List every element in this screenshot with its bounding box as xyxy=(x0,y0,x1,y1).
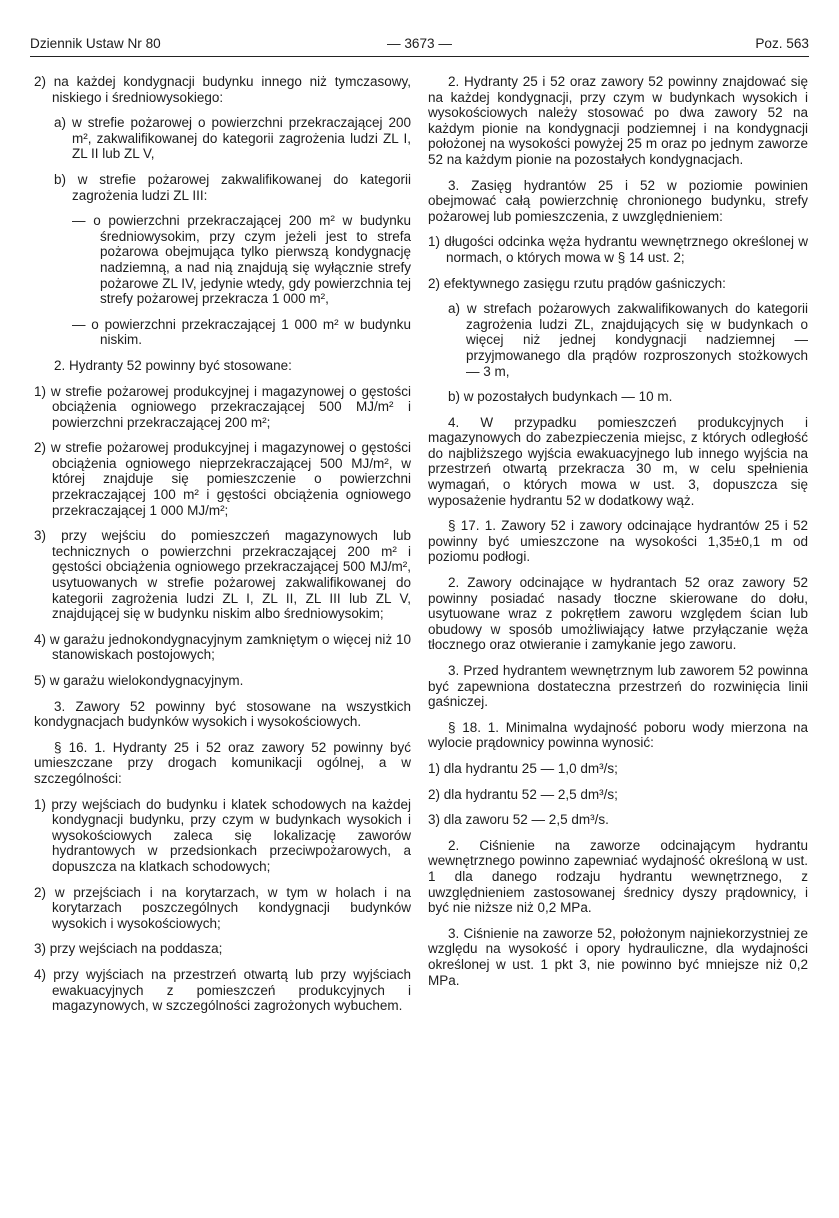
left-column-paragraph: — o powierzchni przekraczającej 1 000 m² w budynku niskim. xyxy=(72,316,411,348)
left-column-paragraph: 4) w garażu jednokondygnacyjnym zamkniętym o więcej niż 10 stanowiskach postojowych; xyxy=(34,631,411,663)
left-column-paragraph: 4) przy wyjściach na przestrzeń otwartą lub przy wyjściach ewakuacyjnych z pomieszczeń produkcyjnych i magazynowych, w szczególności zagrożonych wybuchem. xyxy=(34,966,411,1014)
left-column-paragraph: 3) przy wejściach na poddasza; xyxy=(34,941,223,957)
right-column-paragraph: 3. Ciśnienie na zaworze 52, położonym najniekorzystniej ze względu na wysokość i opory hydrauliczne, dla wydajności określonej w ust. 1 pkt 3, nie powinno być mniejsze niż 0,2 MPa. xyxy=(428,925,808,988)
right-column-paragraph: § 17. 1. Zawory 52 i zawory odcinające hydrantów 25 i 52 powinny być umieszczone na wysokości 1,35±0,1 m od poziomu podłogi. xyxy=(428,518,808,565)
right-column-paragraph: 3) dla zaworu 52 — 2,5 dm³/s. xyxy=(428,812,609,828)
right-column-paragraph: § 18. 1. Minimalna wydajność poboru wody mierzona na wylocie prądownicy powinna wynosić: xyxy=(428,719,808,751)
right-column-paragraph: 1) długości odcinka węża hydrantu wewnętrznego określonej w normach, o których mowa w § 14 ust. 2; xyxy=(428,234,808,265)
journal-title: Dziennik Ustaw Nr 80 xyxy=(30,36,161,51)
left-column-paragraph: 5) w garażu wielokondygnacyjnym. xyxy=(34,673,244,688)
left-column-paragraph: 3. Zawory 52 powinny być stosowane na wszystkich kondygnacjach budynków wysokich i wysokościowych. xyxy=(34,698,411,730)
left-column-paragraph: 1) przy wejściach do budynku i klatek schodowych na każdej kondygnacji budynku, przy czym w budynkach wysokich i wysokościowych zaleca się lokalizację zaworów hydrantowych w przedsionkach przeciwpożarowych, a dopuszcza na klatkach schodowych; xyxy=(34,796,411,874)
right-column-paragraph: 2. Ciśnienie na zaworze odcinającym hydrantu wewnętrznego powinno zapewniać wydajność określoną w ust. 1 dla danego rodzaju hydrantu wewnętrznego, z uwzględnieniem zastosowanej średnicy dyszy prądownicy, i być nie niższe niż 0,2 MPa. xyxy=(428,837,808,916)
page-number: — 3673 — xyxy=(387,36,452,51)
left-column-paragraph: 2) na każdej kondygnacji budynku innego niż tymczasowy, niskiego i średniowysokiego: xyxy=(34,74,411,105)
left-column-paragraph: § 16. 1. Hydranty 25 i 52 oraz zawory 52 powinny być umieszczane przy drogach komunikacji ogólnej, a w szczególności: xyxy=(34,739,411,786)
left-column-paragraph: b) w strefie pożarowej zakwalifikowanej do kategorii zagrożenia ludzi ZL III: xyxy=(54,171,411,203)
right-column-paragraph: b) w pozostałych budynkach — 10 m. xyxy=(448,389,673,405)
left-column-paragraph: a) w strefie pożarowej o powierzchni przekraczającej 200 m², zakwalifikowanej do kategorii zagrożenia ludzi ZL I, ZL II lub ZL V, xyxy=(54,115,411,162)
right-column xyxy=(428,74,808,988)
right-column-paragraph: 3. Przed hydrantem wewnętrznym lub zaworem 52 powinna być zapewniona dostateczna przestrzeń do rozwinięcia linii gaśniczej. xyxy=(428,663,808,710)
header-rule xyxy=(30,56,809,57)
left-column-paragraph: 3) przy wejściu do pomieszczeń magazynowych lub technicznych o powierzchni przekraczającej 200 m² i gęstości obciążenia ogniowego przekraczającej 500 MJ/m², usytuowanych w strefie pożarowej zakwalifikowanej do kategorii zagrożenia ludzi ZL I, ZL II, ZL III lub ZL V, znajdującej się w budynku niskim albo średniowysokim; xyxy=(34,528,411,622)
right-column-paragraph: 2) efektywnego zasięgu rzutu prądów gaśniczych: xyxy=(428,275,726,291)
position-number: Poz. 563 xyxy=(755,36,809,51)
left-column-paragraph: 1) w strefie pożarowej produkcyjnej i magazynowej o gęstości obciążenia ogniowego przekraczającej 500 MJ/m² i powierzchni przekraczającej 200 m²; xyxy=(34,383,411,430)
right-column-paragraph: 3. Zasięg hydrantów 25 i 52 w poziomie powinien obejmować całą powierzchnię chronionego budynku, strefy pożarowej lub pomieszczenia, z uwzględnieniem: xyxy=(428,177,808,224)
left-column-paragraph: 2. Hydranty 52 powinny być stosowane: xyxy=(54,357,292,373)
right-column-paragraph: 1) dla hydrantu 25 — 1,0 dm³/s; xyxy=(428,760,618,776)
left-column-paragraph: — o powierzchni przekraczającej 200 m² w budynku średniowysokim, przy czym jeżeli jest to strefa pożarowa obejmująca tylko pierwszą kondygnację nadziemną, a nad nią znajdują się wyłącznie strefy pożarowe ZL IV, jedynie wtedy, gdy powierzchnia tej strefy pożarowej przekracza 1 000 m², xyxy=(72,213,411,307)
left-column xyxy=(34,74,411,1014)
right-column-paragraph: 2. Zawory odcinające w hydrantach 52 oraz zawory 52 powinny posiadać nasady tłoczne skierowane do dołu, usytuowane wraz z pokrętłem zaworu względem ścian lub obudowy w sposób umożliwiający łatwe przyłączanie węża tłocznego oraz otwieranie i zamykanie jego zaworu. xyxy=(428,575,808,653)
right-column-paragraph: 2) dla hydrantu 52 — 2,5 dm³/s; xyxy=(428,786,618,802)
right-column-paragraph: 4. W przypadku pomieszczeń produkcyjnych i magazynowych do zabezpieczenia miejsc, z których odległość do najbliższego wyjścia ewakuacyjnego lub innego wyjścia na przestrzeń otwartą przekracza 30 m, w celu spełnienia wymagań, o których mowa w ust. 3, dopuszcza się wyposażenie hydrantu 52 w dodatkowy wąż. xyxy=(428,414,808,508)
page-header xyxy=(30,36,809,56)
left-column-paragraph: 2) w strefie pożarowej produkcyjnej i magazynowej o gęstości obciążenia ogniowego nieprzekraczającej 500 MJ/m², w której znajduje się pomieszczenie o powierzchni przekraczającej 100 m² i gęstości obciążenia ogniowego przekraczającej 1 000 MJ/m²; xyxy=(34,440,411,518)
left-column-paragraph: 2) w przejściach i na korytarzach, w tym w holach i na korytarzach poszczególnych kondygnacji budynków wysokich i wysokościowych; xyxy=(34,884,411,931)
right-column-paragraph: a) w strefach pożarowych zakwalifikowanych do kategorii zagrożenia ludzi ZL, znajdujących się w budynkach o więcej niż jednej kondygnacji nadziemnej — przyjmowanego dla prądów rozproszonych stożkowych — 3 m, xyxy=(448,301,808,379)
right-column-paragraph: 2. Hydranty 25 i 52 oraz zawory 52 powinny znajdować się na każdej kondygnacji, przy czym w budynkach wysokich i wysokościowych należy stosować po dwa zawory 52 na każdym pionie na kondygnacji podziemnej i na kondygnacji położonej na wysokości powyżej 25 m oraz po jednym zaworze 52 na każdym pionie na pozostałych kondygnacjach. xyxy=(428,74,808,167)
